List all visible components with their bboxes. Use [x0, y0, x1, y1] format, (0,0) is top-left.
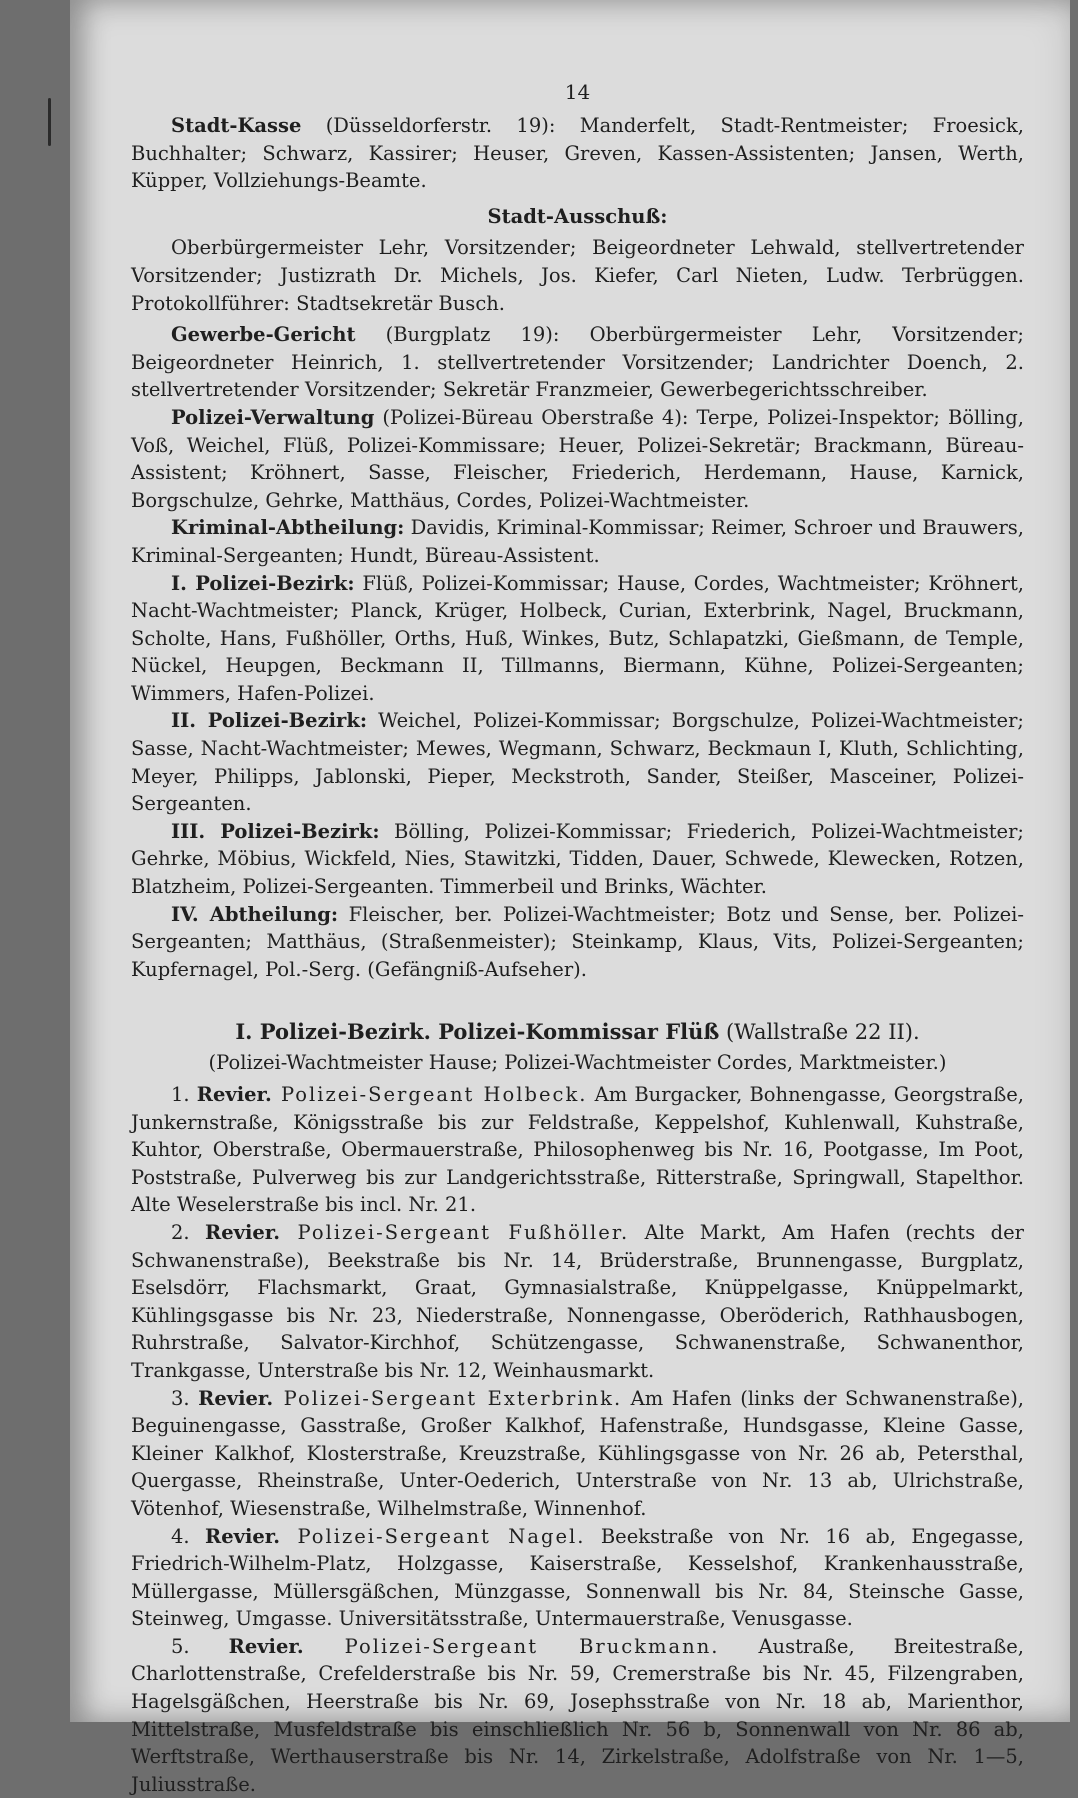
- page-number: 14: [564, 80, 591, 104]
- revier-sergeant: Polizei-Sergeant Fußhöller.: [280, 1220, 630, 1244]
- revier-heading: Revier.: [205, 1524, 281, 1548]
- entry-gewerbe-gericht: [131, 321, 1024, 404]
- revier-heading: Revier.: [196, 1083, 272, 1106]
- revier-sergeant: Polizei-Sergeant Holbeck.: [271, 1083, 588, 1106]
- entry-stadt-kasse: [131, 112, 1024, 195]
- revier-streets: Am Burgacker, Bohnengasse, Georgstraße, Junkernstraße, Königsstraße bis zur Feldstraße, Keppelshof, Kuhlenwall, Kuhstraße, Kuhtor, Oberstraße, Obermauerstraße, Philosophenweg bis Nr. 16, Pootgasse, Im Poot, Poststraße, Pulverweg bis zur Landgerichtsstraße, Ritterstraße, Springwall, Stapelthor. Alte Weselerstraße bis incl. Nr. 21.: [131, 1083, 1024, 1217]
- revier-heading: Revier.: [205, 1220, 281, 1244]
- entry-revier-1: [131, 1081, 1024, 1219]
- revier-sergeant: Polizei-Sergeant Nagel.: [280, 1524, 586, 1548]
- entry-kriminal-abtheilung: [131, 514, 1024, 569]
- revier-streets: Austraße, Breitestraße, Charlottenstraße, Crefelderstraße bis Nr. 59, Cremerstraße bis Nr. 45, Filzengraben, Hagelsgäßchen, Heerstraße bis Nr. 69, Josephsstraße von Nr. 18 ab, Marienthor, Mittelstraße, Musfeldstraße bis einschließlich Nr. 56 b, Sonnenwall von Nr. 86 ab, Werftstraße, Werthauserstraße bis Nr. 14, Zirkelstraße, Adolfstraße von Nr. 1—5, Juliusstraße.: [131, 1634, 1024, 1796]
- entry-heading: Kriminal-Abtheilung:: [171, 516, 405, 540]
- revier-streets: Beekstraße von Nr. 16 ab, Engegasse, Friedrich-Wilhelm-Platz, Holzgasse, Kaiserstraße, Kesselshof, Krankenhausstraße, Müllergasse, Müllersgäßchen, Münzgasse, Sonnenwall bis Nr. 84, Steinsche Gasse, Steinweg, Umgasse. Universitätsstraße, Untermauerstraße, Venusgasse.: [131, 1524, 1024, 1631]
- section-heading-tail: (Wallstraße 22 II).: [719, 1020, 920, 1045]
- revier-number: 5.: [171, 1634, 229, 1658]
- revier-number: 4.: [171, 1524, 206, 1548]
- entry-body: (Polizei-Büreau Oberstraße 4): Terpe, Polizei-Inspektor; Bölling, Voß, Weichel, Flüß, Polizei-Kommissare; Heuer, Polizei-Sekretär; Brackmann, Büreau-Assistent; Kröhnert, Sasse, Fleischer, Friederich, Herdemann, Hause, Karnick, Borgschulze, Gehrke, Matthäus, Cordes, Polizei-Wachtmeister.: [131, 405, 1024, 512]
- entry-body: Davidis, Kriminal-Kommissar; Reimer, Schroer und Brauwers, Kriminal-Sergeanten; Hundt, Büreau-Assistent.: [131, 516, 1024, 567]
- section-heading-bold: I. Polizei-Bezirk. Polizei-Kommissar Flüß: [235, 1019, 720, 1045]
- entry-body: Weichel, Polizei-Kommissar; Borgschulze, Polizei-Wachtmeister; Sasse, Nacht-Wachtmeister; Mewes, Wegmann, Schwarz, Beckmaun I, Kluth, Schlichting, Meyer, Philipps, Jablonski, Pieper, Meckstroth, Sander, Steißer, Masceiner, Polizei-Sergeanten.: [131, 709, 1024, 816]
- section-subheading: (Polizei-Wachtmeister Hause; Polizei-Wachtmeister Cordes, Marktmeister.): [208, 1051, 947, 1075]
- entry-heading: I. Polizei-Bezirk:: [171, 571, 355, 595]
- entry-bezirk-1: [131, 570, 1024, 708]
- entry-bezirk-3: [131, 818, 1024, 901]
- entry-body: Fleischer, ber. Polizei-Wachtmeister; Botz und Sense, ber. Polizei-Sergeanten; Matthäus, (Straßenmeister); Steinkamp, Klaus, Vits, Polizei-Sergeanten; Kupfernagel, Pol.-Serg. (Gefängniß-Aufseher).: [131, 902, 1025, 981]
- revier-sergeant: Polizei-Sergeant Bruckmann.: [303, 1634, 720, 1658]
- entry-heading: III. Polizei-Bezirk:: [171, 819, 380, 843]
- entry-abtheilung-4: [131, 901, 1024, 984]
- revier-heading: Revier.: [198, 1386, 274, 1410]
- entry-revier-5: [131, 1633, 1024, 1798]
- entry-heading: II. Polizei-Bezirk:: [171, 709, 368, 733]
- entry-revier-4: [131, 1523, 1024, 1633]
- entry-heading: IV. Abtheilung:: [171, 902, 339, 926]
- margin-mark: [48, 98, 51, 146]
- revier-number: 3.: [171, 1386, 199, 1410]
- revier-heading: Revier.: [228, 1634, 304, 1658]
- page-content: [131, 78, 1024, 1798]
- section-heading: [131, 1017, 1024, 1047]
- entry-heading: Stadt-Kasse: [171, 114, 302, 137]
- entry-body: Bölling, Polizei-Kommissar; Friederich, Polizei-Wachtmeister; Gehrke, Möbius, Wickfeld, Nies, Stawitzki, Tidden, Dauer, Schwede, Klewecken, Rotzen, Blatzheim, Polizei-Sergeanten. Timmerbeil und Brinks, Wächter.: [131, 819, 1024, 899]
- entry-body: (Burgplatz 19): Oberbürgermeister Lehr, Vorsitzender; Beigeordneter Heinrich, 1. stellvertretender Vorsitzender; Landrichter Doench, 2. stellvertretender Vorsitzender; Sekretär Franzmeier, Gewerbegerichtsschreiber.: [131, 323, 1024, 402]
- entry-revier-2: [131, 1219, 1024, 1385]
- revier-number: 2.: [171, 1220, 206, 1244]
- entry-body: (Düsseldorferstr. 19): Manderfelt, Stadt-Rentmeister; Froesick, Buchhalter; Schwarz, Kassirer; Heuser, Greven, Kassen-Assistenten; Jansen, Werth, Küpper, Vollziehungs-Beamte.: [131, 114, 1024, 193]
- section-gap: [131, 983, 1024, 1011]
- entry-bezirk-2: [131, 707, 1024, 817]
- revier-streets: Alte Markt, Am Hafen (rechts der Schwanenstraße), Beekstraße bis Nr. 14, Brüderstraße, Brunnengasse, Burgplatz, Eselsdörr, Flachsmarkt, Graat, Gymnasialstraße, Knüppelgasse, Knüppelmarkt, Kühlingsgasse bis Nr. 23, Niederstraße, Nonnengasse, Oberöderich, Rathhausbogen, Ruhrstraße, Salvator-Kirchhof, Schützengasse, Schwanenstraße, Schwanenthor, Trankgasse, Unterstraße bis Nr. 12, Weinhausmarkt.: [131, 1220, 1024, 1382]
- entry-heading: Gewerbe-Gericht: [171, 323, 356, 347]
- revier-streets: Am Hafen (links der Schwanenstraße), Beguinengasse, Gasstraße, Großer Kalkhof, Hafenstraße, Hundsgasse, Kleine Gasse, Kleiner Kalkhof, Klosterstraße, Kreuzstraße, Kühlingsgasse von Nr. 26 ab, Petersthal, Quergasse, Rheinstraße, Unter-Oederich, Unterstraße von Nr. 13 ab, Ulrichstraße, Vötenhof, Wiesenstraße, Wilhelmstraße, Winnenhof.: [131, 1386, 1025, 1520]
- revier-sergeant: Polizei-Sergeant Exterbrink.: [273, 1386, 623, 1410]
- entry-polizei-verwaltung: [131, 404, 1024, 514]
- entry-stadt-ausschuss: Oberbürgermeister Lehr, Vorsitzender; Beigeordneter Lehwald, stellvertretender Vorsitzender; Justizrath Dr. Michels, Jos. Kiefer, Carl Nieten, Ludw. Terbrüggen. Protokollführer: Stadtsekretär Busch.: [131, 236, 1024, 315]
- entry-body: Flüß, Polizei-Kommissar; Hause, Cordes, Wachtmeister; Kröhnert, Nacht-Wachtmeister; Planck, Krüger, Holbeck, Curian, Exterbrink, Nagel, Bruckmann, Scholte, Hans, Fußhöller, Orths, Huß, Winkes, Butz, Schlapatzki, Gießmann, de Temple, Nückel, Heupgen, Beckmann II, Tillmanns, Biermann, Kühne, Polizei-Sergeanten; Wimmers, Hafen-Polizei.: [131, 571, 1025, 705]
- stadt-ausschuss-title: Stadt-Ausschuß:: [487, 204, 668, 228]
- revier-number: 1.: [171, 1083, 197, 1106]
- entry-heading: Polizei-Verwaltung: [171, 405, 375, 429]
- entry-revier-3: [131, 1385, 1024, 1523]
